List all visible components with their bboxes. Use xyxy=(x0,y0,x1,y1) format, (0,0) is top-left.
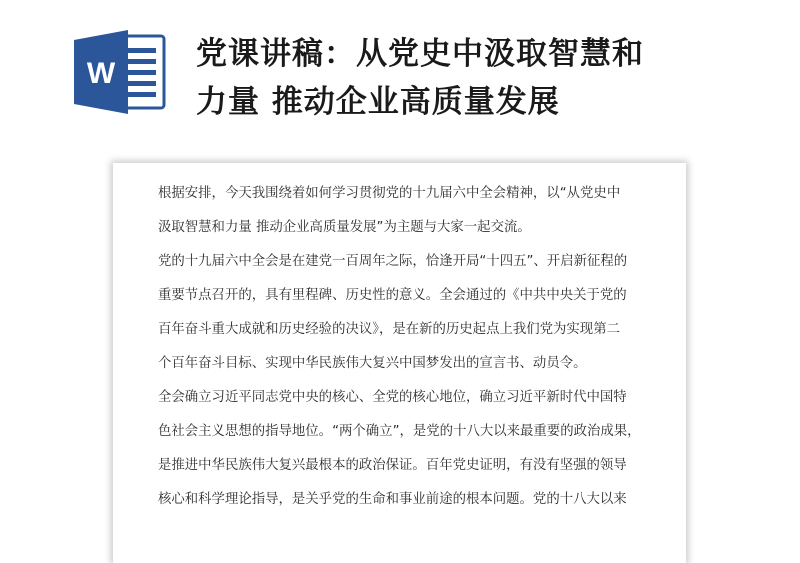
word-icon-letter: W xyxy=(86,57,116,90)
body-line: 汲取智慧和力量 推动企业高质量发展”为主题与大家一起交流。 xyxy=(158,220,531,235)
document-title xyxy=(196,30,786,126)
body-line: 党的十九届六中全会是在建党一百周年之际，恰逢开局“十四五”、开启新征程的 xyxy=(158,254,628,269)
document-body xyxy=(158,177,648,517)
body-line: 个百年奋斗目标、实现中华民族伟大复兴中国梦发出的宣言书、动员令。 xyxy=(158,356,587,371)
title-line: 力量 推动企业高质量发展 xyxy=(196,84,560,120)
body-line: 核心和科学理论指导，是关乎党的生命和事业前途的根本问题。党的十八大以来 xyxy=(158,492,627,507)
body-line: 根据安排，今天我围绕着如何学习贯彻党的十九届六中全会精神，以“从党史中 xyxy=(158,186,621,201)
body-line: 百年奋斗重大成就和历史经验的决议》，是在新的历史起点上我们党为实现第二 xyxy=(158,322,620,337)
body-line: 全会确立习近平同志党中央的核心、全党的核心地位，确立习近平新时代中国特 xyxy=(158,390,627,405)
title-line: 党课讲稿：从党史中汲取智慧和 xyxy=(196,36,644,72)
body-line: 色社会主义思想的指导地位。“两个确立”，是党的十八大以来最重要的政治成果， xyxy=(158,424,641,439)
document-page xyxy=(113,163,686,563)
body-line: 重要节点召开的，具有里程碑、历史性的意义。全会通过的《中共中央关于党的 xyxy=(158,288,627,303)
word-doc-icon xyxy=(72,28,168,116)
body-line: 是推进中华民族伟大复兴最根本的政治保证。百年党史证明，有没有坚强的领导 xyxy=(158,458,627,473)
document-header xyxy=(0,0,800,160)
